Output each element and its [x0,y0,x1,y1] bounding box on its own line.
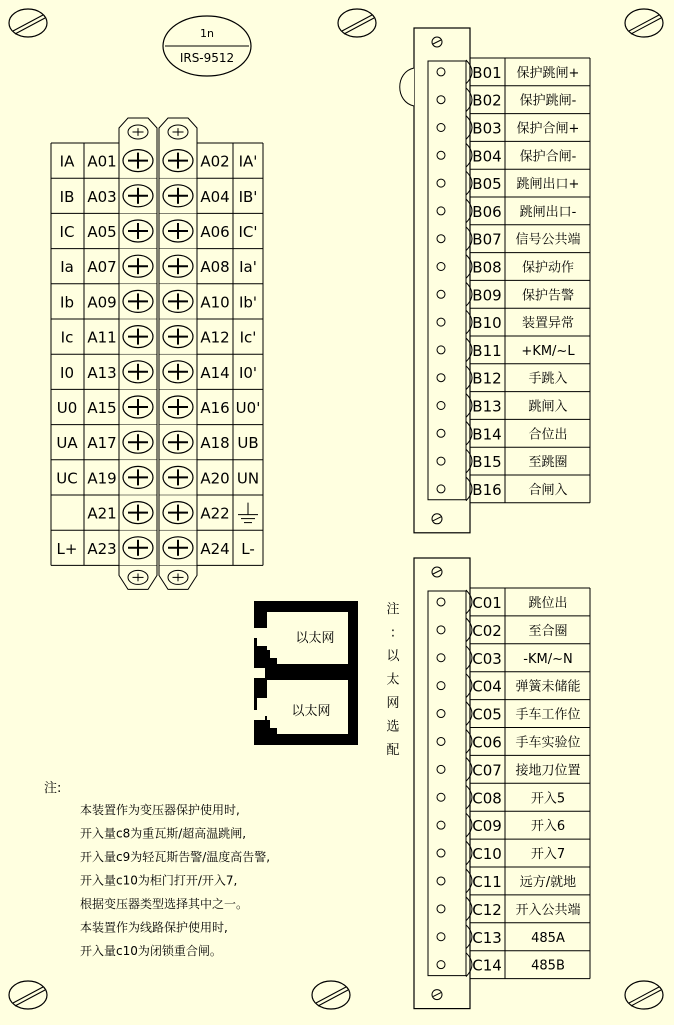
terminal-label: +KM/~L [521,343,575,359]
terminal-a-left-code: A15 [87,399,117,417]
terminal-a-right-label: I0' [238,363,258,382]
note-line: 本装置作为线路保护使用时, [80,920,228,935]
terminal-code: B15 [472,453,502,472]
terminal-a-left-label: IA [59,152,75,171]
note-line: 开入量c10为柜门打开/开入7, [80,873,238,888]
terminal-a-left-code: A21 [87,504,117,523]
ethernet-port-1-label: 以太网 [295,631,335,646]
terminal-a-right-label: Ic' [239,328,257,347]
terminal-label: -KM/~N [523,651,573,667]
terminal-code: B05 [472,175,502,194]
terminal-label: 485B [531,958,565,974]
terminal-code: B06 [472,202,502,221]
terminal-code: B13 [472,397,502,416]
terminal-a-right-label: U0' [235,399,261,417]
terminal-a-left-label: IB [59,187,75,206]
note-line: 开入量c8为重瓦斯/超高温跳闸, [80,826,247,841]
terminal-a-right-code: A02 [200,152,230,171]
terminal-a-right-label: UB [237,434,259,453]
terminal-a-left-label: UA [56,434,78,453]
note-line: 开入量c10为闭锁重合闸。 [80,944,222,958]
terminal-code: C02 [472,621,502,640]
terminal-a-left-label: U0 [56,399,78,417]
terminal-a-right-label: IA' [238,152,258,171]
terminal-a-right-code: A14 [200,363,230,382]
terminal-code: B03 [472,119,502,138]
terminal-code: C03 [472,649,502,668]
terminal-code: C07 [472,761,502,780]
terminal-a-left-label: Ib [60,293,74,312]
terminal-label: 信号公共端 [515,232,581,248]
terminal-code: C10 [472,845,502,864]
terminal-label: 保护跳闸- [519,93,577,109]
terminal-label: 跳位出 [528,595,568,611]
terminal-a-right-code: A12 [200,328,230,347]
terminal-label: 保护合闸- [519,149,577,165]
terminal-label: 开入公共端 [515,902,581,918]
terminal-code: B10 [472,314,502,333]
terminal-a-right-code: A18 [200,434,230,453]
ethernet-note-char: 配 [386,743,400,758]
ethernet-note-char: 网 [386,696,400,711]
terminal-a-left-code: A01 [87,152,117,171]
terminal-a-right-label: UN [236,469,260,488]
terminal-label: 保护合闸+ [516,121,580,137]
terminal-code: C05 [472,705,502,724]
terminal-code: C12 [472,900,502,919]
notes-title: 注: [44,781,62,796]
terminal-label: 开入5 [530,791,566,807]
terminal-a-left-label: IC [59,223,75,241]
terminal-code: C11 [472,872,502,891]
terminal-a-left-label: Ia [60,258,74,277]
ethernet-note-char: 注 [386,602,400,617]
terminal-code: C14 [472,956,502,975]
terminal-a-right-code: A20 [200,469,230,488]
terminal-label: 跳闸入 [528,399,568,415]
terminal-a-right-label: Ib' [238,293,258,312]
device-top-label: 1n [200,27,214,40]
terminal-label: 保护跳闸+ [516,65,580,81]
terminal-code: B07 [472,230,502,249]
terminal-label: 手跳入 [528,371,568,387]
terminal-a-right-label: L- [241,539,255,558]
note-line: 本装置作为变压器保护使用时, [80,803,240,817]
terminal-a-left-code: A09 [87,293,117,312]
device-model: IRS-9512 [179,51,235,65]
terminal-label: 保护告警 [521,288,575,304]
terminal-a-left-code: A07 [87,258,117,277]
terminal-a-right-code: A10 [200,293,230,312]
terminal-label: 装置异常 [521,316,575,332]
terminal-label: 合闸入 [528,482,568,498]
terminal-block-b [400,28,590,533]
terminal-label: 开入7 [530,847,566,863]
terminal-label: 接地刀位置 [515,763,581,779]
ethernet-note-char: 太 [386,672,400,688]
terminal-a-left-code: A03 [87,187,117,206]
terminal-a-left-code: A11 [87,328,117,347]
terminal-code: C06 [472,733,502,752]
note-line: 开入量c9为轻瓦斯告警/温度高告警, [80,850,271,864]
terminal-a-left-label: L+ [56,539,78,558]
terminal-a-right-code: A22 [200,504,230,523]
terminal-a-left-label: Ic [60,328,74,347]
terminal-a-left-label: UC [56,469,78,488]
ethernet-note-char: 以 [386,649,400,664]
terminal-a-left-code: A23 [87,539,117,558]
ethernet-ports [254,601,358,745]
terminal-label: 至合圈 [528,623,568,639]
terminal-code: B11 [472,341,502,360]
terminal-code: C08 [472,789,502,808]
terminal-code: B12 [472,369,502,388]
terminal-a-left-code: A05 [87,223,117,241]
terminal-code: C09 [472,817,502,836]
terminal-code: B04 [472,147,502,166]
terminal-code: B01 [472,63,502,82]
terminal-code: B16 [472,480,502,499]
terminal-label: 远方/就地 [519,874,577,890]
terminal-code: B09 [472,286,502,305]
terminal-label: 合位出 [528,427,568,443]
ethernet-note-char: : [390,625,396,641]
note-line: 根据变压器类型选择其中之一。 [80,897,249,911]
terminal-code: B14 [472,425,502,444]
terminal-label: 开入6 [530,819,566,835]
terminal-label: 保护动作 [521,260,575,276]
terminal-a-right-code: A06 [200,223,230,241]
terminal-a-right-code: A24 [200,539,230,558]
ethernet-port-2-label: 以太网 [291,704,331,719]
terminal-a-left-code: A19 [87,469,117,488]
terminal-a-left-label: I0 [60,363,74,382]
terminal-label: 至跳圈 [528,455,568,471]
terminal-a-right-label: IC' [238,223,258,241]
terminal-a-left-code: A17 [87,434,117,453]
terminal-a-left-code: A13 [87,363,117,382]
terminal-a-right-code: A08 [200,258,230,277]
terminal-code: C13 [472,928,502,947]
terminal-a-right-code: A16 [200,399,230,417]
terminal-a-right-label: IB' [238,187,258,206]
terminal-label: 手车实验位 [515,735,581,751]
terminal-code: B02 [472,91,502,110]
terminal-label: 跳闸出口- [519,204,577,220]
terminal-a-right-label: Ia' [239,258,257,277]
terminal-code: B08 [472,258,502,277]
terminal-code: C04 [472,677,502,696]
ethernet-note-char: 选 [386,719,400,735]
terminal-label: 手车工作位 [515,707,581,723]
terminal-label: 跳闸出口+ [516,177,580,193]
terminal-a-right-code: A04 [200,187,230,206]
terminal-label: 485A [531,930,565,946]
terminal-code: C01 [472,593,502,612]
terminal-label: 弹簧未储能 [515,679,581,695]
